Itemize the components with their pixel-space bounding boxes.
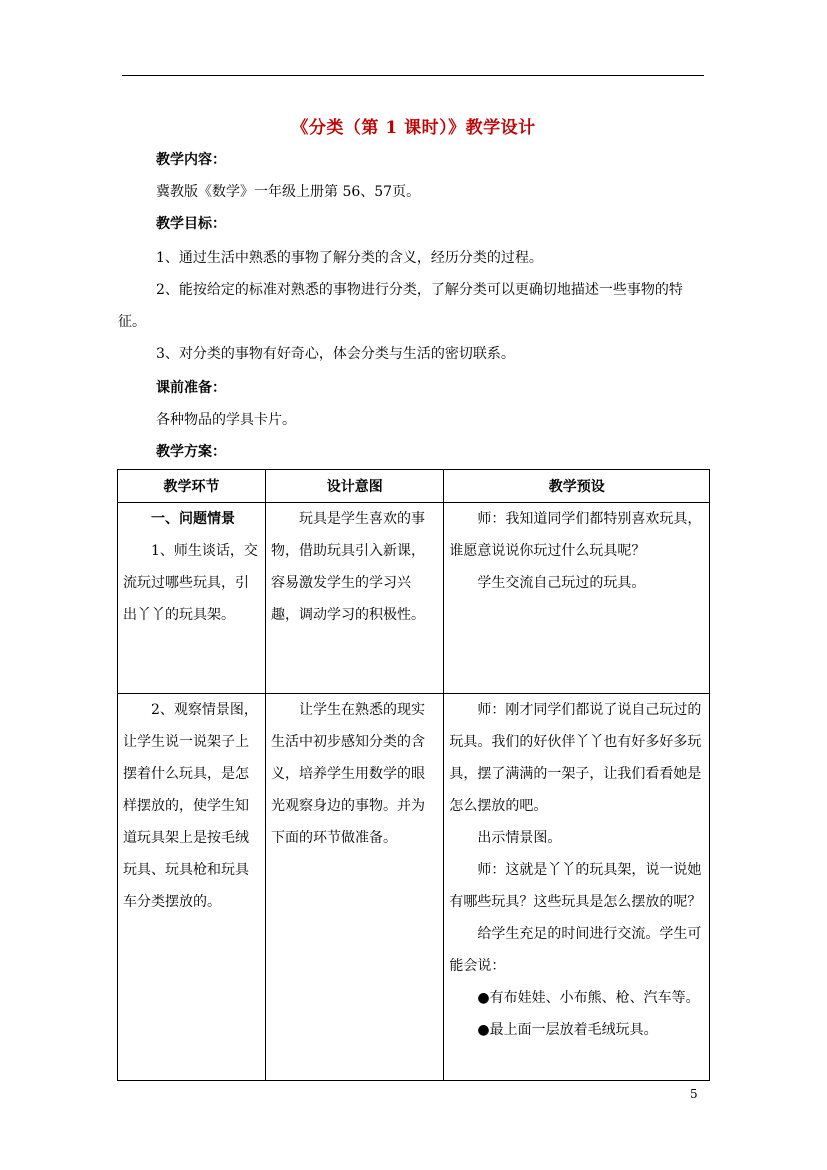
intent-text: 玩具是学生喜欢的事物，借助玩具引入新课，容易激发学生的学习兴趣，调动学习的积极性。	[271, 511, 425, 623]
header-intent: 设计意图	[266, 470, 444, 503]
stage-cell	[118, 694, 266, 1081]
document-title: 《分类（第 1 课时）》教学设计	[291, 118, 536, 138]
table-row	[118, 694, 710, 1081]
preset-text: 师：刚才同学们都说了说自己玩过的玩具。我们的好伙伴丫丫也有好多好多玩具，摆了满满的一架子，让我们看看她是怎么摆放的吧。	[449, 702, 702, 814]
intent-cell	[266, 503, 444, 694]
table-header-row	[118, 470, 710, 503]
goal-2-line-1: 2、能按给定的标准对熟悉的事物进行分类，了解分类可以更确切地描述一些事物的特	[156, 282, 683, 298]
content-text: 冀教版《数学》一年级上册第 56、57页。	[156, 184, 421, 200]
intent-text: 让学生在熟悉的现实生活中初步感知分类的含义，培养学生用数学的眼光观察身边的事物。并为下面的环节做准备。	[271, 702, 425, 846]
preset-cell	[444, 694, 710, 1081]
preset-text: 师：这就是丫丫的玩具架，说一说她有哪些玩具？这些玩具是怎么摆放的呢？	[449, 862, 702, 910]
goal-1: 1、通过生活中熟悉的事物了解分类的含义，经历分类的过程。	[156, 250, 543, 266]
stage-text: 2、观察情景图，让学生说一说架子上摆着什么玩具，是怎样摆放的，使学生知道玩具架上是按毛绒玩具、玩具枪和玩具车分类摆放的。	[123, 702, 258, 910]
stage-cell	[118, 503, 266, 694]
preset-text: 给学生充足的时间进行交流。学生可能会说：	[449, 926, 702, 974]
preset-bullet: ●有布娃娃、小布熊、枪、汽车等。	[477, 990, 700, 1006]
teaching-plan-table	[117, 469, 710, 1081]
preset-text: 出示情景图。	[477, 830, 562, 846]
preset-cell	[444, 503, 710, 694]
prep-heading: 课前准备：	[156, 380, 226, 396]
goal-3: 3、对分类的事物有好奇心，体会分类与生活的密切联系。	[156, 346, 515, 362]
header-rule	[122, 75, 704, 76]
preset-bullet: ●最上面一层放着毛绒玩具。	[477, 1022, 658, 1038]
page-number: 5	[690, 1087, 698, 1101]
table-row	[118, 503, 710, 694]
preset-text: 师：我知道同学们都特别喜欢玩具，谁愿意说说你玩过什么玩具呢？	[449, 511, 702, 559]
prep-text: 各种物品的学具卡片。	[156, 412, 296, 428]
intent-cell	[266, 694, 444, 1081]
header-stage: 教学环节	[118, 470, 266, 503]
preset-text: 学生交流自己玩过的玩具。	[477, 575, 646, 591]
goal-2-line-2: 征。	[118, 314, 146, 330]
stage-title: 一、问题情景	[151, 511, 235, 527]
stage-text: 1、师生谈话，交流玩过哪些玩具，引出丫丫的玩具架。	[123, 543, 258, 623]
content-heading: 教学内容：	[156, 152, 226, 168]
goals-heading: 教学目标：	[156, 216, 226, 232]
plan-heading: 教学方案：	[156, 444, 226, 460]
header-preset: 教学预设	[444, 470, 710, 503]
